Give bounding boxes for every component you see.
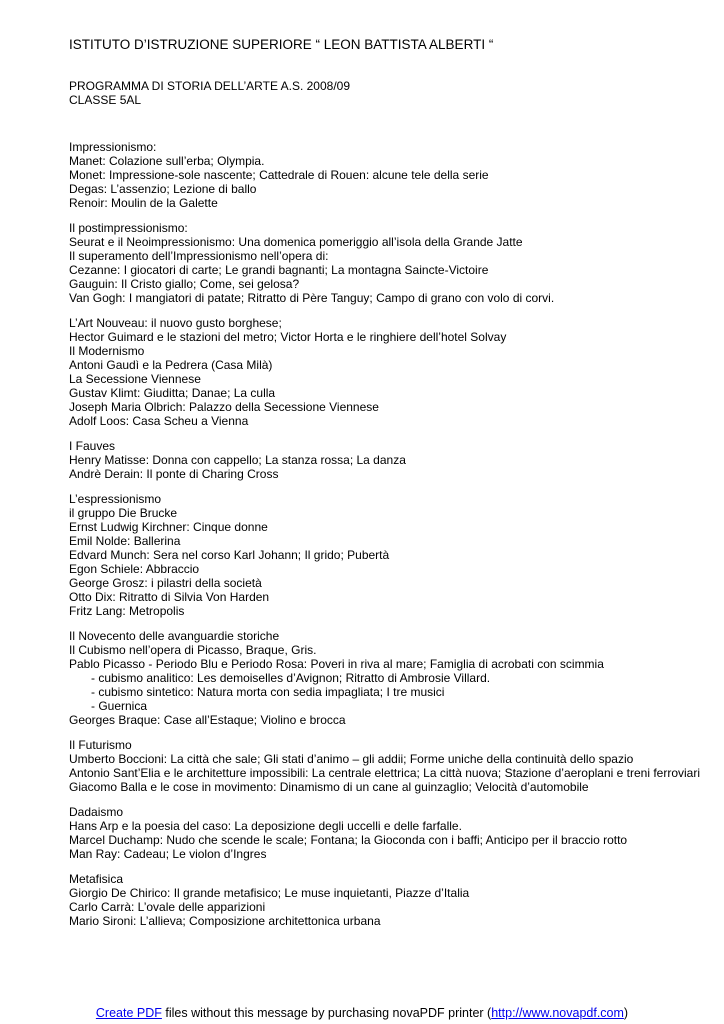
footer-close: )	[623, 1006, 629, 1020]
novapdf-url-link[interactable]: http://www.novapdf.com	[491, 1006, 624, 1020]
pdf-footer	[0, 1005, 724, 1021]
syllabus-section	[69, 805, 709, 861]
section-line: il gruppo Die Brucke	[69, 506, 178, 520]
section-line: Umberto Boccioni: La città che sale; Gli stati d’animo – gli addii; Forme uniche della continuità dello spazio	[69, 752, 634, 766]
section-line: Marcel Duchamp: Nudo che scende le scale; Fontana; la Gioconda con i baffi; Anticipo per il braccio rotto	[69, 833, 628, 847]
class-label: CLASSE 5AL	[69, 93, 142, 107]
section-heading: Il postimpressionismo:	[69, 221, 188, 235]
section-line: Hans Arp e la poesia del caso: La deposizione degli uccelli e delle farfalle.	[69, 819, 462, 833]
section-heading: Il Novecento delle avanguardie storiche	[69, 629, 280, 643]
section-line: Degas: L’assenzio; Lezione di ballo	[69, 182, 257, 196]
section-line: Man Ray: Cadeau; Le violon d’Ingres	[69, 847, 267, 861]
section-line: Mario Sironi: L’allieva; Composizione architettonica urbana	[69, 914, 381, 928]
syllabus-section	[69, 439, 709, 481]
section-line: Ernst Ludwig Kirchner: Cinque donne	[69, 520, 268, 534]
section-heading: I Fauves	[69, 439, 116, 453]
section-line: Van Gogh: I mangiatori di patate; Ritratto di Père Tanguy; Campo di grano con volo di corvi.	[69, 291, 555, 305]
section-heading: Metafisica	[69, 872, 124, 886]
section-line: Andrè Derain: Il ponte di Charing Cross	[69, 467, 279, 481]
section-line: Hector Guimard e le stazioni del metro; Victor Horta e le ringhiere dell’hotel Solvay	[69, 330, 507, 344]
syllabus-section	[69, 738, 709, 794]
section-line: Cezanne: I giocatori di carte; Le grandi bagnanti; La montagna Saincte-Victoire	[69, 263, 489, 277]
syllabus-section	[69, 492, 709, 618]
section-line: Monet: Impressione-sole nascente; Cattedrale di Rouen: alcune tele della serie	[69, 168, 489, 182]
section-line: Pablo Picasso - Periodo Blu e Periodo Rosa: Poveri in riva al mare; Famiglia di acrobati con scimmia	[69, 657, 604, 671]
program-title: PROGRAMMA DI STORIA DELL’ARTE A.S. 2008/09	[69, 79, 351, 93]
program-header	[69, 79, 709, 107]
create-pdf-link[interactable]: Create PDF	[95, 1006, 162, 1020]
section-line: La Secessione Viennese	[69, 372, 201, 386]
syllabus-section	[69, 872, 709, 928]
section-line: Antonio Sant’Elia e le architetture impossibili: La centrale elettrica; La città nuova; Stazione d’aeroplani e treni ferroviari	[69, 766, 701, 780]
footer-text: files without this message by purchasing novaPDF printer (	[161, 1006, 492, 1020]
section-line: Manet: Colazione sull’erba; Olympia.	[69, 154, 265, 168]
section-line: Il Modernismo	[69, 344, 145, 358]
syllabus-section	[69, 629, 709, 727]
section-line: Giacomo Balla e le cose in movimento: Dinamismo di un cane al guinzaglio; Velocità d’automobile	[69, 780, 589, 794]
document-page	[69, 36, 709, 939]
syllabus-section	[69, 221, 709, 305]
section-line: Renoir: Moulin de la Galette	[69, 196, 218, 210]
section-heading: Impressionismo:	[69, 140, 157, 154]
syllabus-section	[69, 316, 709, 428]
syllabus-sections	[69, 140, 709, 928]
section-subitem: - cubismo analitico: Les demoiselles d’Avignon; Ritratto di Ambrosie Villard.	[91, 671, 491, 685]
institute-title: ISTITUTO D’ISTRUZIONE SUPERIORE “ LEON BATTISTA ALBERTI “	[69, 37, 494, 52]
section-line: Il Cubismo nell’opera di Picasso, Braque, Gris.	[69, 643, 317, 657]
section-line: Otto Dix: Ritratto di Silvia Von Harden	[69, 590, 270, 604]
section-heading: Il Futurismo	[69, 738, 132, 752]
section-line: Edvard Munch: Sera nel corso Karl Johann; Il grido; Pubertà	[69, 548, 390, 562]
section-line: George Grosz: i pilastri della società	[69, 576, 262, 590]
section-line: Emil Nolde: Ballerina	[69, 534, 181, 548]
section-heading: L’espressionismo	[69, 492, 162, 506]
section-heading: L’Art Nouveau: il nuovo gusto borghese;	[69, 316, 282, 330]
section-line: Gustav Klimt: Giuditta; Danae; La culla	[69, 386, 276, 400]
section-line: Carlo Carrà: L’ovale delle apparizioni	[69, 900, 266, 914]
section-line: Il superamento dell’Impressionismo nell’opera di:	[69, 249, 329, 263]
section-line: Egon Schiele: Abbraccio	[69, 562, 200, 576]
section-line: Antoni Gaudì e la Pedrera (Casa Milà)	[69, 358, 273, 372]
syllabus-section	[69, 140, 709, 210]
section-subitem: - cubismo sintetico: Natura morta con sedia impagliata; I tre musici	[91, 685, 445, 699]
section-line: Georges Braque: Case all’Estaque; Violino e brocca	[69, 713, 346, 727]
section-line: Fritz Lang: Metropolis	[69, 604, 185, 618]
section-heading: Dadaismo	[69, 805, 124, 819]
section-line: Seurat e il Neoimpressionismo: Una domenica pomeriggio all’isola della Grande Jatte	[69, 235, 523, 249]
section-subitem: - Guernica	[91, 699, 148, 713]
section-line: Joseph Maria Olbrich: Palazzo della Secessione Viennese	[69, 400, 379, 414]
section-line: Henry Matisse: Donna con cappello; La stanza rossa; La danza	[69, 453, 406, 467]
section-line: Giorgio De Chirico: Il grande metafisico; Le muse inquietanti, Piazze d’Italia	[69, 886, 470, 900]
section-line: Gauguin: Il Cristo giallo; Come, sei gelosa?	[69, 277, 300, 291]
section-line: Adolf Loos: Casa Scheu a Vienna	[69, 414, 249, 428]
